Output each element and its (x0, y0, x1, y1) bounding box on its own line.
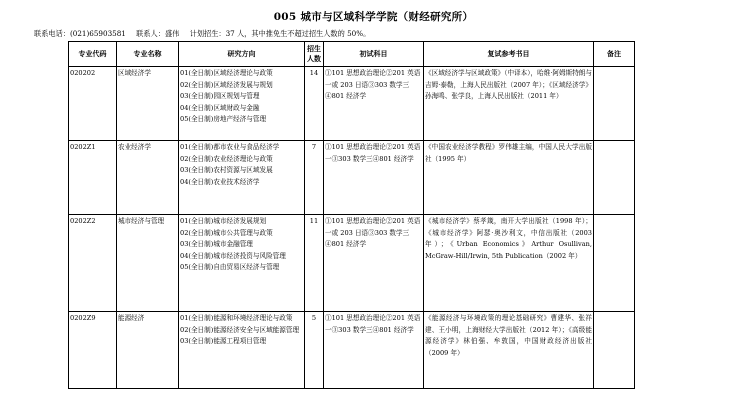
cell-name: 农业经济学 (117, 141, 179, 215)
cell-directions (179, 215, 305, 312)
header-name: 专业名称 (117, 42, 179, 67)
cell-directions (179, 312, 305, 389)
direction-item: 03(全日制)农村资源与区域发展 (180, 166, 273, 174)
cell-directions (179, 141, 305, 215)
direction-item: 01(全日制)能源和环境经济理论与政策 (180, 314, 293, 322)
cell-name: 区域经济学 (117, 67, 179, 141)
header-note: 备注 (594, 42, 635, 67)
cell-note (594, 312, 635, 389)
direction-item: 04(全日制)农业技术经济学 (180, 177, 260, 186)
cell-quota: 7 (305, 141, 324, 215)
direction-item: 03(全日制)园区规划与管理 (180, 92, 260, 100)
contact-person-label: 联系人： (136, 29, 165, 38)
direction-item: 01(全日制)区域经济理论与政策 (180, 69, 273, 77)
contact-line (34, 29, 378, 39)
enrollment-plan: 计划招生：37 人，其中推免生不超过招生人数的 50%。 (189, 29, 371, 38)
direction-item: 02(全日制)能源经济安全与区域能源管理 (180, 325, 300, 334)
cell-quota: 5 (305, 312, 324, 389)
contact-person-value: 盛伟 (164, 29, 180, 38)
direction-item: 02(全日制)区域经济发展与规划 (180, 80, 273, 89)
cell-exam: ①101 思想政治理论②201 英语一③303 数学三④801 经济学 (324, 141, 424, 215)
direction-item: 03(全日制)能源工程项目管理 (180, 337, 267, 345)
cell-note (594, 215, 635, 312)
header-code: 专业代码 (69, 42, 117, 67)
direction-item: 03(全日制)城市金融管理 (180, 240, 253, 248)
cell-note (594, 67, 635, 141)
cell-books: 《城市经济学》蔡孝箴，南开大学出版社（1998 年）；《城市经济学》阿瑟·奥沙利文，中信出版社（2003 年）；《Urban Economics》Arthur Osullivan, McGraw-Hill/Irwin, 5th Publication（2002 年） (424, 215, 594, 312)
direction-item: 04(全日制)区域财政与金融 (180, 103, 260, 112)
cell-exam: ①101 思想政治理论②201 英语一③303 数学三④801 经济学 (324, 312, 424, 389)
cell-exam: ①101 思想政治理论②201 英语一或 203 日语③303 数学三④801 经济学 (324, 67, 424, 141)
cell-quota: 11 (305, 215, 324, 312)
cell-name: 城市经济与管理 (117, 215, 179, 312)
cell-books: 《能源经济与环境政策的理论基础研究》曹建华、张祥建、王小明，上海财经大学出版社（2012 年）；《高级能源经济学》林伯强、牟敦国，中国财政经济出版社（2009 年） (424, 312, 594, 389)
cell-code: 0202Z9 (69, 312, 117, 389)
table-row (69, 312, 635, 389)
document-title: 005 城市与区域科学学院（财经研究所） (273, 11, 474, 23)
table-row (69, 215, 635, 312)
header-direction: 研究方向 (179, 42, 305, 67)
cell-directions (179, 67, 305, 141)
direction-item: 02(全日制)农业经济理论与政策 (180, 154, 273, 163)
table-header-row (69, 42, 635, 67)
direction-item: 05(全日制)房地产经济与管理 (180, 115, 267, 123)
header-quota: 招生人数 (305, 42, 324, 67)
cell-note (594, 141, 635, 215)
table-row (69, 67, 635, 141)
direction-item: 02(全日制)城市公共管理与政策 (180, 228, 273, 237)
direction-item: 05(全日制)自由贸易区经济与管理 (180, 263, 280, 271)
cell-name: 能源经济 (117, 312, 179, 389)
table-row (69, 141, 635, 215)
header-exam: 初试科目 (324, 42, 424, 67)
cell-code: 020202 (69, 67, 117, 141)
cell-code: 0202Z1 (69, 141, 117, 215)
direction-item: 01(全日制)都市农业与食品经济学 (180, 143, 280, 151)
contact-phone (34, 29, 126, 39)
cell-books: 《区域经济学与区域政策》（中译本），哈维·阿姆斯特朗与吉姆·泰勒，上海人民出版社（2007 年）；《区域经济学》孙海鸣、张学良，上海人民出版社（2011 年） (424, 67, 594, 141)
direction-item: 04(全日制)城市经济投资与风险管理 (180, 251, 286, 260)
program-table (68, 41, 635, 389)
contact-label: 联系电话： (34, 29, 70, 38)
cell-quota: 14 (305, 67, 324, 141)
header-books: 复试参考书目 (424, 42, 594, 67)
contact-person (136, 29, 179, 39)
cell-code: 0202Z2 (69, 215, 117, 312)
direction-item: 01(全日制)城市经济发展规划 (180, 217, 267, 225)
cell-exam: ①101 思想政治理论②201 英语一或 203 日语③303 数学三④801 经济学 (324, 215, 424, 312)
cell-books: 《中国农业经济学教程》罗伟雄主编，中国人民大学出版社（1995 年） (424, 141, 594, 215)
contact-phone-value: (021)65903581 (69, 29, 126, 38)
